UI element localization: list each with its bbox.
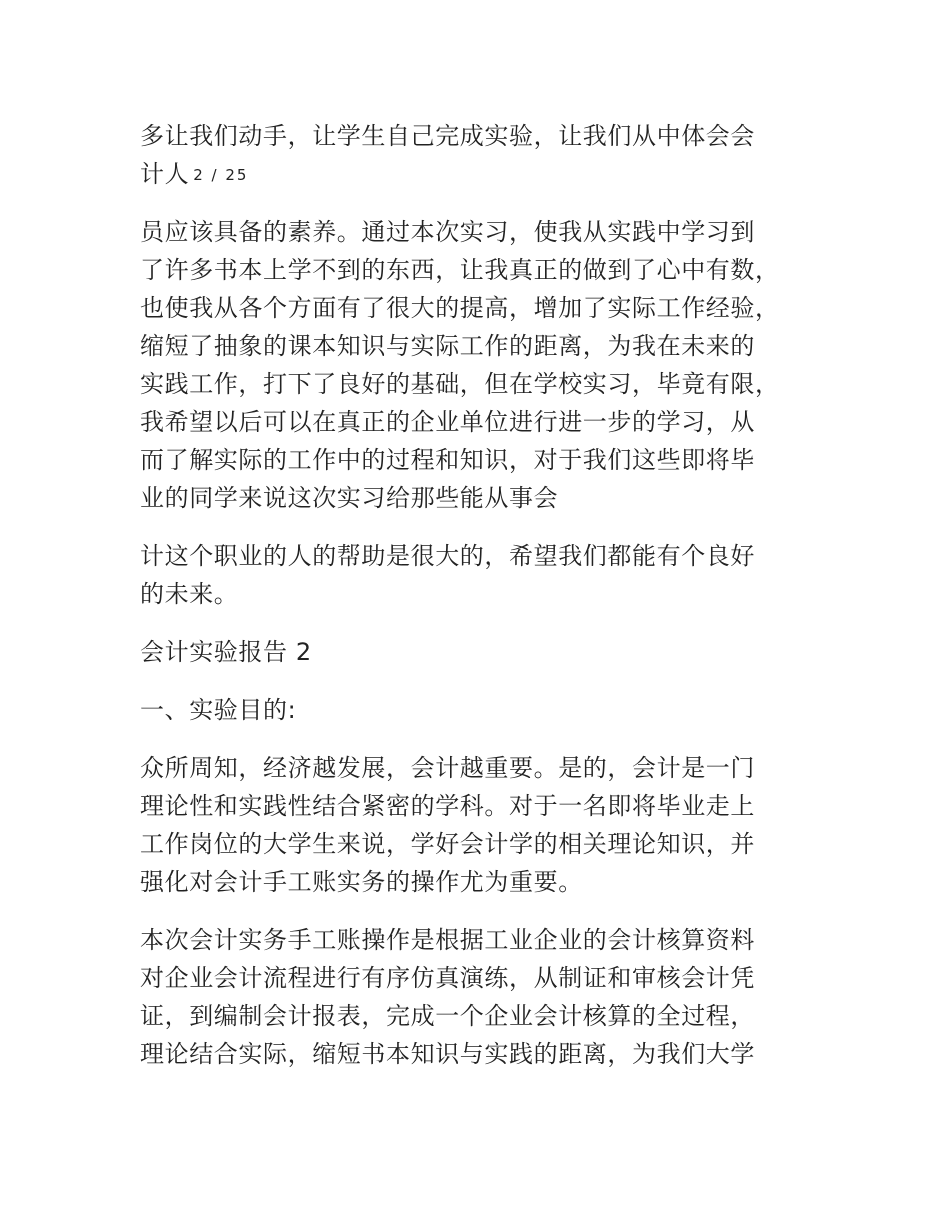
paragraph-5: [140, 921, 830, 1073]
text-line: 对企业会计流程进行有序仿真演练，从制证和审核会计凭: [140, 964, 755, 992]
text-line: 了许多书本上学不到的东西，让我真正的做到了心中有数，: [140, 256, 780, 284]
text-line: 多让我们动手，让学生自己完成实验，让我们从中体会会: [140, 122, 755, 150]
heading-line: 一、实验目的:: [140, 696, 297, 724]
page-number: 2 / 25: [193, 166, 249, 184]
paragraph-1: [140, 117, 830, 193]
text-line: 缩短了抽象的课本知识与实际工作的距离，为我在未来的: [140, 332, 755, 360]
paragraph-2: [140, 213, 830, 517]
text-line: 本次会计实务手工账操作是根据工业企业的会计核算资料: [140, 926, 755, 954]
text-line-with-page-number: [140, 155, 830, 193]
text-line: 的未来。: [140, 580, 239, 608]
section-heading: [140, 633, 830, 671]
text-line: 实践工作，打下了良好的基础，但在学校实习，毕竟有限，: [140, 370, 780, 398]
document-page: [140, 117, 830, 1093]
text-line: 理论性和实践性结合紧密的学科。对于一名即将毕业走上: [140, 792, 755, 820]
paragraph-4: [140, 749, 830, 901]
text-line: 也使我从各个方面有了很大的提高，增加了实际工作经验，: [140, 294, 780, 322]
text-line: 员应该具备的素养。通过本次实习，使我从实践中学习到: [140, 218, 755, 246]
heading-line: 会计实验报告 2: [140, 638, 312, 666]
text-line: 计这个职业的人的帮助是很大的，希望我们都能有个良好: [140, 542, 755, 570]
paragraph-3: [140, 537, 830, 613]
text-line: 工作岗位的大学生来说，学好会计学的相关理论知识，并: [140, 830, 755, 858]
subsection-heading: [140, 691, 830, 729]
text-line: 证，到编制会计报表，完成一个企业会计核算的全过程，: [140, 1002, 755, 1030]
text-line: 众所周知，经济越发展，会计越重要。是的，会计是一门: [140, 754, 755, 782]
text-line: 计人: [140, 160, 190, 188]
text-line: 强化对会计手工账实务的操作尤为重要。: [140, 868, 583, 896]
text-line: 我希望以后可以在真正的企业单位进行进一步的学习，从: [140, 408, 755, 436]
text-line: 业的同学来说这次实习给那些能从事会: [140, 484, 559, 512]
text-line: 理论结合实际，缩短书本知识与实践的距离，为我们大学: [140, 1040, 755, 1068]
text-line: 而了解实际的工作中的过程和知识，对于我们这些即将毕: [140, 446, 755, 474]
